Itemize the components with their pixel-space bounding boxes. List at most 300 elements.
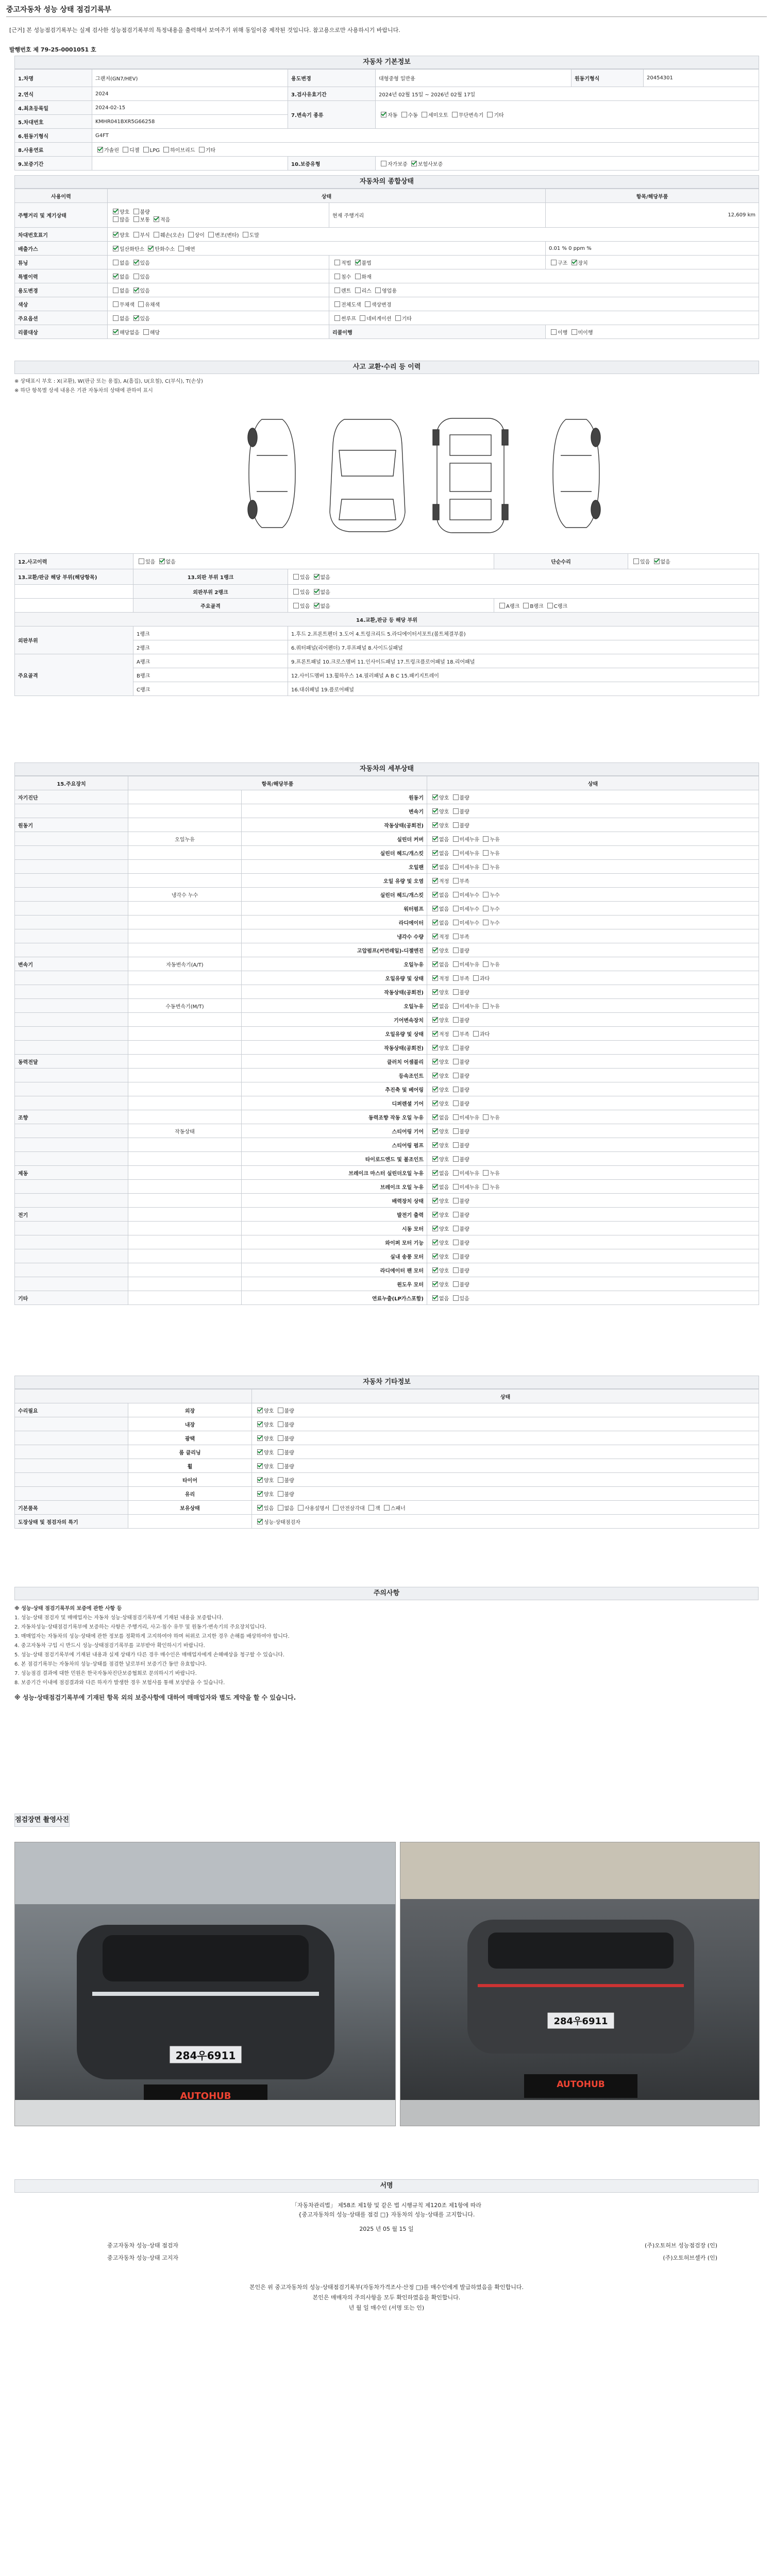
item-label: 동력조향 작동 오일 누유 [242, 1110, 427, 1124]
car-underbody-view [433, 418, 508, 533]
table-row [15, 269, 759, 283]
group-label [15, 1445, 128, 1459]
table-row [15, 971, 759, 985]
group-label [15, 1180, 128, 1194]
item-label: 브레이크 마스터 실린더오일 누유 [242, 1166, 427, 1180]
table-row [15, 1403, 759, 1417]
notes-warning: ※ 성능·상태점검기록부에 기재된 항목 외의 보증사항에 대하여 매매업자와 별도 계약을 할 수 있습니다. [14, 1694, 296, 1701]
table-row [15, 256, 759, 269]
row-label: 7.변속기 종류 [288, 101, 376, 129]
row-label: 6.원동기형식 [15, 129, 92, 143]
inspector-name: (주)오토허브 성능점검장 (인) [644, 2242, 717, 2249]
detail-condition-table [14, 776, 759, 1305]
status-options: 적정 부족 [427, 874, 759, 888]
item-label: 변속기 [242, 804, 427, 818]
group-label: 자기진단 [15, 790, 128, 804]
group-label [15, 846, 128, 860]
group-label [15, 1138, 128, 1152]
status-options: 양호 불량 [427, 1096, 759, 1110]
row-value: 있음 없음 [288, 599, 494, 613]
group-label [15, 1473, 128, 1487]
general-condition-table [14, 189, 759, 339]
group-label [15, 902, 128, 916]
status-options: 없음 미세누유 누유 [427, 1166, 759, 1180]
table-row [15, 1180, 759, 1194]
item-label: 실내 송풍 모터 [242, 1249, 427, 1263]
row-label: 차대번호표기 [15, 228, 108, 242]
row-label: 주요옵션 [15, 311, 108, 325]
notes-section [0, 1587, 773, 1703]
table-row [15, 228, 759, 242]
column-header [15, 1389, 252, 1403]
row-value [92, 157, 288, 171]
note-line: 7. 성능점검 결과에 대한 민원은 한국자동차진단보증협회로 문의하시기 바랍니다. [14, 1671, 197, 1676]
table-row [15, 943, 759, 957]
subgroup-label [128, 1235, 242, 1249]
note-line: 2. 자동차성능·상태점검기록부에 보증하는 사항은 주행거리, 사고·침수 유무 및 원동기·변속기의 주요장치입니다. [14, 1624, 266, 1630]
group-label [15, 1249, 128, 1263]
row-value: 무채색 유채색 [108, 297, 329, 311]
row-label: 12.사고이력 [15, 554, 133, 569]
row-value: 2024년 02월 15일 ~ 2026년 02월 17일 [376, 87, 759, 101]
group-label [15, 1235, 128, 1249]
row-value: 전체도색 색상변경 [329, 297, 759, 311]
row-value: 일산화탄소 탄화수소 매연 [108, 242, 546, 256]
table-row [15, 1431, 759, 1445]
row-value: 렌트 리스 영업용 [329, 283, 759, 297]
status-options: 양호 불량 [427, 985, 759, 999]
status-options: 양호 불량 [427, 818, 759, 832]
status-options: 적정 부족 과다 [427, 971, 759, 985]
group-label [15, 1069, 128, 1082]
parts-title: 14.교환,판금 등 해당 부위 [15, 613, 759, 626]
status-options: 양호 불량 [427, 1069, 759, 1082]
table-row [15, 1222, 759, 1235]
table-row [15, 1263, 759, 1277]
item-label: 기어변속장치 [242, 1013, 427, 1027]
subgroup-label [128, 943, 242, 957]
item-label: 발전기 출력 [242, 1208, 427, 1222]
status-options: 양호 불량 [252, 1473, 759, 1487]
table-row [15, 325, 759, 339]
subgroup-label [128, 1222, 242, 1235]
group-label: 원동기 [15, 818, 128, 832]
fuel-options: 가솔린 디젤 LPG 하이브리드 기타 [92, 143, 759, 157]
table-row [15, 1152, 759, 1166]
status-options: 양호 불량 [427, 1222, 759, 1235]
subgroup-label: 냉각수 누수 [128, 888, 242, 902]
group-label [15, 1431, 128, 1445]
status-options: 양호 불량 [427, 1055, 759, 1069]
item-label: 내장 [128, 1417, 252, 1431]
status-options: 양호 불량 [427, 1194, 759, 1208]
status-options: 없음 있음 [427, 1291, 759, 1305]
column-header: 상태 [427, 776, 759, 790]
item-label: 타이로드엔드 및 볼조인트 [242, 1152, 427, 1166]
row-value: 있음 없음 [288, 585, 759, 599]
row-value: 그랜저(GN7/HEV) [92, 70, 288, 87]
item-label: 고압펌프(커먼레일)-디젤엔진 [242, 943, 427, 957]
subgroup-label [128, 1291, 242, 1305]
warranty-type-options: 자가보증 보험사보증 [376, 157, 759, 171]
row-value: 침수 화재 [329, 269, 759, 283]
table-row [15, 1501, 759, 1515]
basic-info-section [0, 56, 773, 171]
row-value: G4FT [92, 129, 759, 143]
status-options: 양호 불량 [427, 1082, 759, 1096]
car-left-side-view [248, 419, 295, 528]
subgroup-label [128, 1096, 242, 1110]
item-label: 와이퍼 모터 기능 [242, 1235, 427, 1249]
status-options: 없음 미세누유 누유 [427, 860, 759, 874]
row-value: 없음 있음 [108, 283, 329, 297]
rear-inspection-photo [400, 1842, 760, 2126]
status-options: 없음 미세누수 누수 [427, 888, 759, 902]
item-label: 오일팬 [242, 860, 427, 874]
status-options: 없음 미세누유 누유 [427, 832, 759, 846]
notifier-name: (주)오토허브셀카 (인) [663, 2255, 717, 2261]
table-row [15, 1013, 759, 1027]
item-label: 실린더 헤드/개스킷 [242, 888, 427, 902]
item-label: 보유상태 [128, 1501, 252, 1515]
table-row [15, 101, 759, 115]
subgroup-label [128, 929, 242, 943]
item-label: 디퍼렌셜 기어 [242, 1096, 427, 1110]
subgroup-label [128, 1152, 242, 1166]
item-label: 라디에이터 팬 모터 [242, 1263, 427, 1277]
group-label: 수리필요 [15, 1403, 128, 1417]
item-label: 원동기 [242, 790, 427, 804]
group-label [15, 1013, 128, 1027]
column-header: 사용이력 [15, 189, 108, 203]
item-label: 라디에이터 [242, 916, 427, 929]
car-top-view [330, 419, 405, 532]
subgroup-label [128, 1138, 242, 1152]
item-label: 룸 클리닝 [128, 1445, 252, 1459]
signature-text: {중고자동차의 성능·상태를 점검 □} 자동차의 성능·상태를 고지합니다. [298, 2211, 475, 2218]
table-row [15, 985, 759, 999]
table-row: B랭크 12.사이드멤버 13.휠하우스 14.필러패널 A B C 15.패키지트레이 [15, 668, 759, 682]
note-line: 8. 보증기간 이내에 점검결과와 다른 하자가 발생한 경우 보험사를 통해 보상받을 수 있습니다. [14, 1680, 225, 1686]
status-options: 없음 미세누유 누유 [427, 1110, 759, 1124]
group-label: 제동 [15, 1166, 128, 1180]
group-label [15, 874, 128, 888]
note-line: 3. 매매업자는 자동차의 성능·상태에 관한 정보를 정확하게 고지하여야 하며 허위로 고지한 경우 손해를 배상하여야 합니다. [14, 1634, 290, 1639]
table-row [15, 1166, 759, 1180]
row-value: 20454301 [644, 70, 759, 87]
signature-text: 「자동차관리법」 제58조 제1항 및 같은 법 시행규칙 제120조 제1항에 따라 [291, 2202, 482, 2209]
table-header-row [15, 776, 759, 790]
status-options: 있음 없음 사용설명서 안전삼각대 잭 스패너 [252, 1501, 759, 1515]
confirmation-text: 본인은 매매자의 주의사항을 모두 확인하였음을 확인합니다. [312, 2294, 461, 2301]
table-row [15, 804, 759, 818]
row-label: 튜닝 [15, 256, 108, 269]
group-label [15, 1124, 128, 1138]
row-label: 용도변경 [15, 283, 108, 297]
table-header-row [15, 189, 759, 203]
status-options: 양호 불량 [427, 790, 759, 804]
row-label: 배출가스 [15, 242, 108, 256]
status-options: 양호 불량 [427, 1277, 759, 1291]
status-options: 양호 불량 [252, 1417, 759, 1431]
table-row [15, 790, 759, 804]
group-label [15, 804, 128, 818]
subgroup-label [128, 1277, 242, 1291]
license-plate: 284우6911 [175, 2049, 236, 2062]
other-info-title: 자동차 기타정보 [14, 1376, 759, 1389]
subgroup-label [128, 1110, 242, 1124]
column-header: 항목/해당부품 [128, 776, 427, 790]
group-label [15, 1277, 128, 1291]
table-row [15, 311, 759, 325]
signature-date: 2025 년 05 월 15 일 [359, 2226, 414, 2232]
item-label: 냉각수 수량 [242, 929, 427, 943]
brand-sign: AUTOHUB [557, 2079, 605, 2090]
row-value: 양호 불량 많음 보통 적음 [108, 203, 329, 228]
status-options: 없음 미세누유 누유 [427, 846, 759, 860]
row-label: 3.검사유효기간 [288, 87, 376, 101]
item-label: 오일유량 및 상태 [242, 971, 427, 985]
status-options: 양호 불량 [427, 1249, 759, 1263]
subgroup-label [128, 1069, 242, 1082]
vehicle-diagram [14, 399, 759, 548]
group-label [15, 971, 128, 985]
row-label: 외판부위 2랭크 [133, 585, 288, 599]
subgroup-label [128, 902, 242, 916]
transmission-options: 자동 수동 세미오토 무단변속기 기타 [376, 101, 759, 129]
license-plate: 284우6911 [553, 2016, 608, 2027]
subgroup-label [128, 818, 242, 832]
status-options: 양호 불량 [252, 1431, 759, 1445]
damage-table [14, 553, 759, 696]
status-options: 없음 미세누유 누유 [427, 1180, 759, 1194]
row-label: 단순수리 [494, 554, 628, 569]
group-label [15, 860, 128, 874]
front-inspection-photo [14, 1842, 396, 2126]
row-value: 없음 있음 [108, 256, 329, 269]
group-label [15, 832, 128, 846]
subgroup-label [128, 985, 242, 999]
row-label: 주요골격 [133, 599, 288, 613]
row-label: 13.외판 부위 1랭크 [133, 569, 288, 585]
row-value: KMHR041BXR5G66258 [92, 115, 288, 129]
status-options: 양호 불량 [252, 1403, 759, 1417]
document-number: 발행번호 제 79-25-0001051 호 [9, 46, 96, 53]
group-label: 기본품목 [15, 1501, 128, 1515]
table-row [15, 554, 759, 569]
table-header-row [15, 1389, 759, 1403]
parts-list: 12.사이드멤버 13.휠하우스 14.필러패널 A B C 15.패키지트레이 [288, 668, 759, 682]
damage-history-section [0, 361, 773, 696]
car-right-side-view [553, 419, 600, 528]
item-label: 연료누출(LP가스포함) [242, 1291, 427, 1305]
row-value: 적법 불법 [329, 256, 546, 269]
table-row [15, 874, 759, 888]
table-row [15, 1124, 759, 1138]
table-row [15, 1291, 759, 1305]
row-label: 색상 [15, 297, 108, 311]
subgroup-label [128, 790, 242, 804]
table-row [15, 569, 759, 585]
row-value: 있음 없음 [628, 554, 759, 569]
item-label: 클러치 어셈블리 [242, 1055, 427, 1069]
status-options: 없음 미세누수 누수 [427, 916, 759, 929]
column-header: 상태 [252, 1389, 759, 1403]
subgroup-label [128, 971, 242, 985]
table-row [15, 585, 759, 599]
subgroup-label [128, 1082, 242, 1096]
table-row [15, 832, 759, 846]
table-row [15, 1459, 759, 1473]
item-label: 실린더 헤드/개스킷 [242, 846, 427, 860]
row-label: 4.최초등록일 [15, 101, 92, 115]
damage-legend-note: ※ 하단 항목별 상세 내용은 기관 자동차의 상태에 관하여 표시 [14, 388, 153, 394]
status-options: 양호 불량 [427, 1235, 759, 1249]
table-row [15, 1110, 759, 1124]
table-row [15, 1445, 759, 1459]
row-value: 있음 없음 [133, 554, 494, 569]
group-label [15, 1152, 128, 1166]
damage-legend: ※ 상태표시 부호 : X(교환), W(판금 또는 용접), A(흠집), U(요철), C(부식), T(손상) [14, 379, 203, 384]
table-row [15, 1096, 759, 1110]
group-label: 도장상태 및 점검자의 특기 [15, 1515, 128, 1529]
group-label: 기타 [15, 1291, 128, 1305]
table-row [15, 599, 759, 613]
table-row [15, 242, 759, 256]
status-options: 양호 불량 [427, 1138, 759, 1152]
subgroup-label [128, 874, 242, 888]
status-options: 양호 불량 [252, 1445, 759, 1459]
note-line: 1. 성능·상태 점검자 및 매매업자는 자동차 성능·상태점검기록부에 기재된 내용을 보증합니다. [14, 1615, 224, 1621]
row-value: 이행 미이행 [546, 325, 759, 339]
group-label [15, 1459, 128, 1473]
column-header: 15.주요장치 [15, 776, 128, 790]
table-row [15, 1235, 759, 1249]
subgroup-label [128, 1194, 242, 1208]
row-value: 없음 있음 [108, 269, 329, 283]
table-row: 2랭크 6.쿼터패널(리어펜더) 7.루프패널 8.사이드실패널 [15, 640, 759, 654]
row-label: 주행거리 및 계기상태 [15, 203, 108, 228]
subgroup-label [128, 860, 242, 874]
notifier-label: 중고자동차 성능·상태 고지자 [107, 2255, 179, 2261]
table-row [15, 818, 759, 832]
item-label: 스티어링 기어 [242, 1124, 427, 1138]
table-row [15, 1069, 759, 1082]
item-label [128, 1515, 252, 1529]
table-row [15, 1487, 759, 1501]
item-label: 시동 모터 [242, 1222, 427, 1235]
row-value: 대형중형 일반용 [376, 70, 572, 87]
table-row [15, 1473, 759, 1487]
status-options: 양호 불량 [252, 1487, 759, 1501]
item-label: 윈도우 모터 [242, 1277, 427, 1291]
row-label: 리콜이행 [329, 325, 546, 339]
table-row [15, 297, 759, 311]
group-label [15, 1222, 128, 1235]
group-label [15, 1041, 128, 1055]
table-row [15, 957, 759, 971]
row-value: 2024-02-15 [92, 101, 288, 115]
table-row [15, 929, 759, 943]
subgroup-label [128, 1041, 242, 1055]
status-options: 양호 불량 [427, 1263, 759, 1277]
row-value: 구조 장치 [546, 256, 759, 269]
group-label: 전기 [15, 1208, 128, 1222]
status-options: 없음 미세누수 누수 [427, 902, 759, 916]
other-info-table [14, 1389, 759, 1529]
subgroup-label [128, 1249, 242, 1263]
subgroup-label [128, 1055, 242, 1069]
parts-list: 1.후드 2.프론트펜더 3.도어 4.트렁크리드 5.라디에이터서포트(볼트체결부품) [288, 626, 759, 640]
front-car-illustration [15, 1842, 395, 2126]
table-row [15, 888, 759, 902]
group-label [15, 888, 128, 902]
status-options: 양호 불량 [427, 1152, 759, 1166]
table-row [15, 1194, 759, 1208]
table-row: 외판부위 1랭크 1.후드 2.프론트펜더 3.도어 4.트렁크리드 5.라디에이터서포트(볼트체결부품) [15, 626, 759, 640]
status-options: 양호 불량 [427, 1124, 759, 1138]
other-info-section [0, 1376, 773, 1529]
group-label [15, 1082, 128, 1096]
group-label [15, 1194, 128, 1208]
table-row [15, 87, 759, 101]
document-divider [6, 16, 767, 17]
table-row [15, 1082, 759, 1096]
item-label: 작동상태(공회전) [242, 1041, 427, 1055]
notes-title: 주의사항 [14, 1587, 759, 1600]
row-value: A랭크 B랭크 C랭크 [494, 599, 759, 613]
status-options: 양호 불량 [427, 1041, 759, 1055]
table-row: C랭크 16.대쉬패널 19.플로어패널 [15, 682, 759, 696]
row-label: 리콜대상 [15, 325, 108, 339]
note-line: 6. 본 점검기록부는 자동차의 성능·상태를 점검한 날로부터 보증기간 동안 유효합니다. [14, 1662, 207, 1667]
subgroup-label [128, 1263, 242, 1277]
table-row [15, 1055, 759, 1069]
item-label: 타이어 [128, 1473, 252, 1487]
group-label [15, 1027, 128, 1041]
status-options: 양호 불량 [427, 943, 759, 957]
photos-section [0, 1814, 84, 1827]
item-label: 외장 [128, 1403, 252, 1417]
item-label: 오일 유량 및 오염 [242, 874, 427, 888]
signature-title: 서명 [14, 2179, 759, 2193]
table-row [15, 846, 759, 860]
table-row [15, 1417, 759, 1431]
table-row [15, 157, 759, 171]
row-value: 2024 [92, 87, 288, 101]
mileage-value: 12,609 km [546, 203, 759, 228]
buyer-signature-line[interactable]: 년 월 일 매수인 (서명 또는 인) [348, 2304, 425, 2311]
damage-history-title: 사고 교환·수리 등 이력 [14, 361, 759, 374]
status-options: 양호 불량 [252, 1459, 759, 1473]
notes-heading: ※ 성능·상태 점검기록부의 보증에 관한 사항 등 [14, 1606, 122, 1612]
status-options: 없음 미세누유 누유 [427, 957, 759, 971]
status-options: 성능·상태점검자 [252, 1515, 759, 1529]
parts-list: 9.프론트패널 10.크로스멤버 11.인사이드패널 17.트렁크플로어패널 18.리어패널 [288, 654, 759, 668]
status-options: 양호 불량 [427, 1208, 759, 1222]
table-row [15, 1249, 759, 1263]
group-label: 동력전달 [15, 1055, 128, 1069]
general-condition-title: 자동차의 종합상태 [14, 175, 759, 189]
row-label: 8.사용연료 [15, 143, 92, 157]
brand-sign: AUTOHUB [180, 2091, 231, 2102]
subgroup-label: 오일누유 [128, 832, 242, 846]
item-label: 스티어링 펌프 [242, 1138, 427, 1152]
row-label: 용도변경 [288, 70, 376, 87]
subgroup-label [128, 846, 242, 860]
subgroup-label [128, 1013, 242, 1027]
table-row: 주요골격 A랭크 9.프론트패널 10.크로스멤버 11.인사이드패널 17.트렁크플로어패널 18.리어패널 [15, 654, 759, 668]
